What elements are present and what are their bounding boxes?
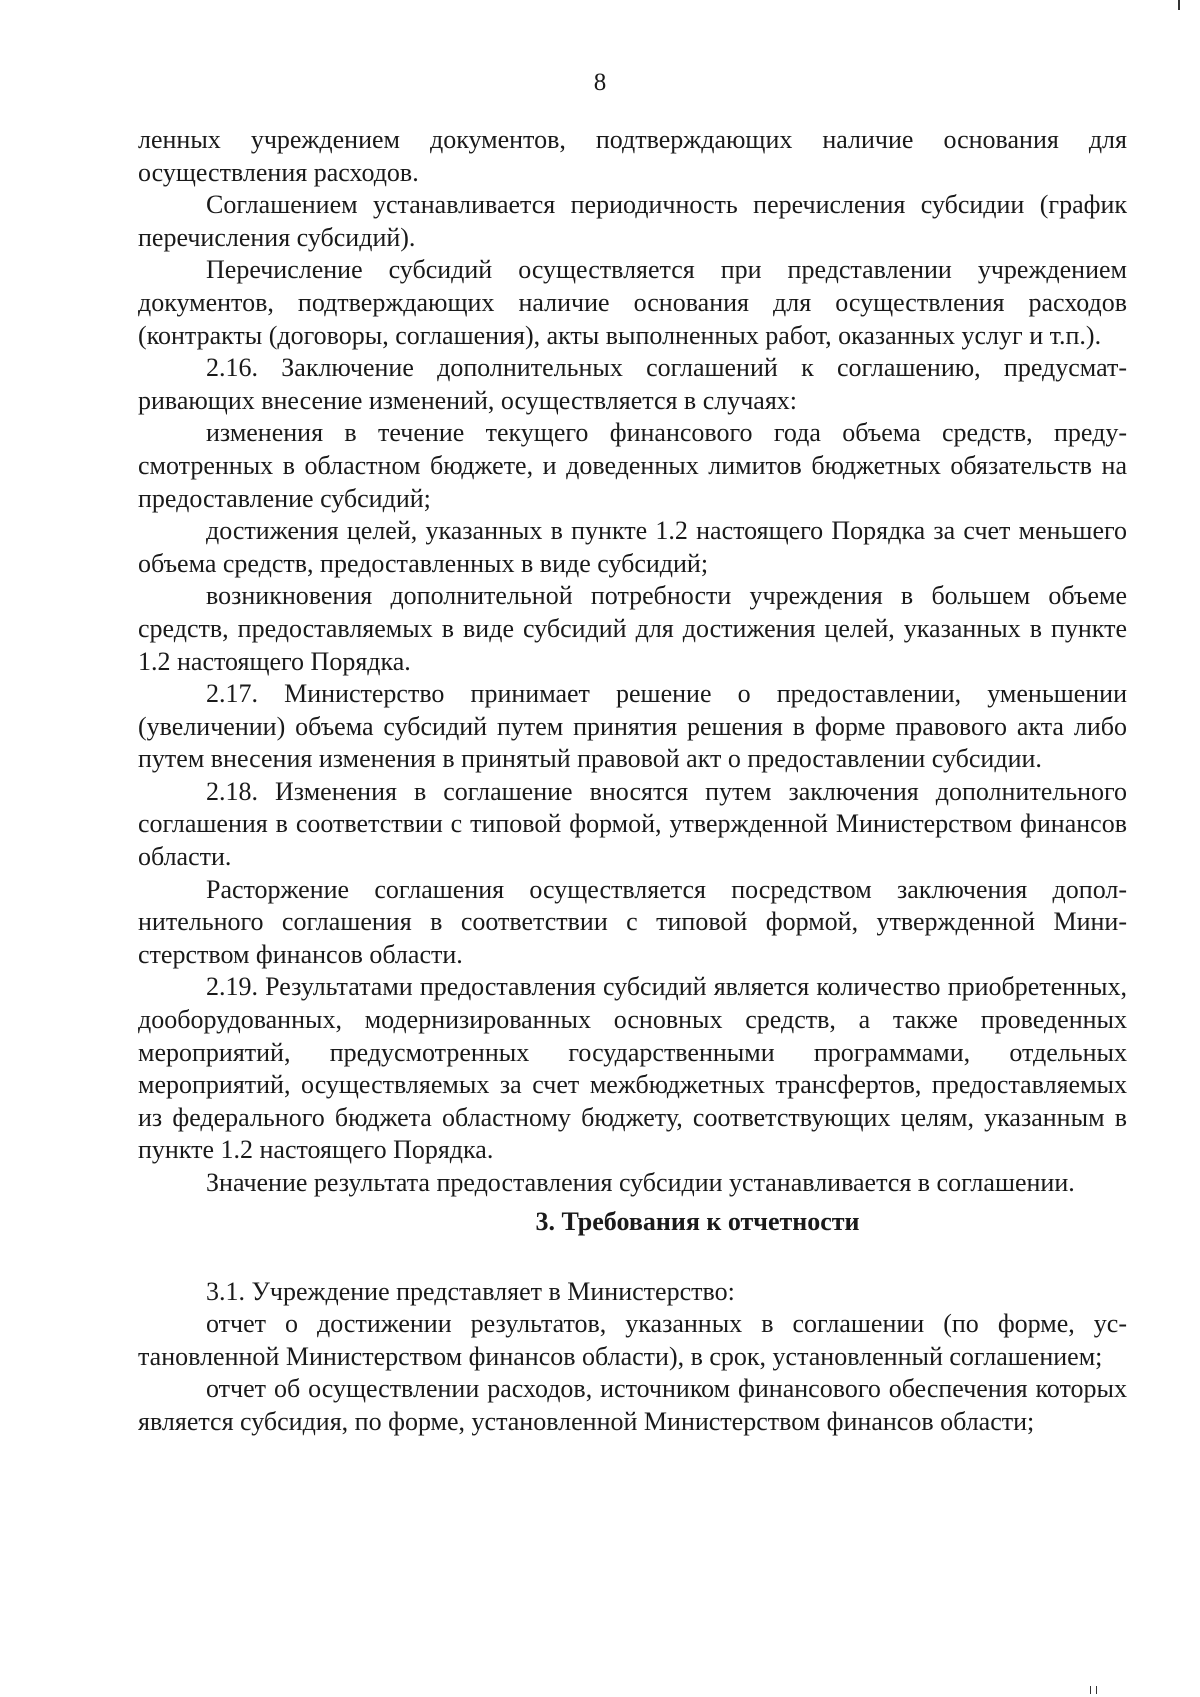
paragraph: 3.1. Учреждение представляет в Министерство: [206,1276,735,1306]
scan-mark [1090,1686,1091,1694]
paragraph: изменения в течение текущего финансового года объема средств, предусмотренных в областном бюджете, и доведенных лимитов бюджетных обязательств на предоставление субсидий; [138,418,1127,513]
document-body [138,124,1127,1439]
paragraph: 2.17. Министерство принимает решение о предоставлении, уменьшении (увеличении) объема субсидий путем принятия решения в форме правового акта либо путем внесения изменения в принятый правовой акт о предоставлении субсидии. [138,679,1127,774]
paragraph: возникновения дополнительной потребности учреждения в большем объеме средств, предоставляемых в виде субсидий для достижения целей, указанных в пункте 1.2 настоящего Порядка. [138,581,1127,676]
page-number: 8 [593,69,607,96]
paragraph: достижения целей, указанных в пункте 1.2 настоящего Порядка за счет меньшего объема средств, предоставленных в виде субсидий; [138,516,1127,578]
paragraph: 2.18. Изменения в соглашение вносятся путем заключения дополнительного соглашения в соответствии с типовой формой, утвержденной Министерством финансов области. [138,776,1127,872]
paragraph: отчет об осуществлении расходов, источником финансового обеспечения которых является субсидия, по форме, установленной Министерством финансов области; [138,1374,1127,1436]
paragraph: ленных учреждением документов, подтверждающих наличие основания для осуществления расходов. [138,125,1127,187]
section-heading: 3. Требования к отчетности [535,1206,860,1236]
paragraph: Значение результата предоставления субсидии устанавливается в соглашении. [206,1168,1075,1197]
scan-mark [1178,0,1180,10]
paragraph: Соглашением устанавливается периодичность перечисления субсидии (график перечисления субсидий). [138,190,1127,252]
paragraph: Перечисление субсидий осуществляется при представлении учреждением документов, подтверждающих наличие основания для осуществления расходов (контракты (договоры, соглашения), акты выполненных работ, оказанных услуг и т.п.). [138,255,1127,350]
paragraph: 2.16. Заключение дополнительных соглашений к соглашению, предусматривающих внесение изменений, осуществляется в случаях: [138,353,1127,415]
scan-mark [1096,1686,1097,1694]
paragraph: Расторжение соглашения осуществляется посредством заключения дополнительного соглашения в соответствии с типовой формой, утвержденной Министерством финансов области. [138,874,1127,969]
paragraph: отчет о достижении результатов, указанных в соглашении (по форме, установленной Министерством финансов области), в срок, установленный соглашением; [138,1309,1127,1371]
paragraph: 2.19. Результатами предоставления субсидий является количество приобретенных, дооборудованных, модернизированных основных средств, а также проведенных мероприятий, предусмотренных государственными программами, отдельных мероприятий, осуществляемых за счет межбюджетных трансфертов, предоставляемых из федерального бюджета областному бюджету, соответствующих целям, указанным в пункте 1.2 настоящего Порядка. [138,972,1127,1165]
